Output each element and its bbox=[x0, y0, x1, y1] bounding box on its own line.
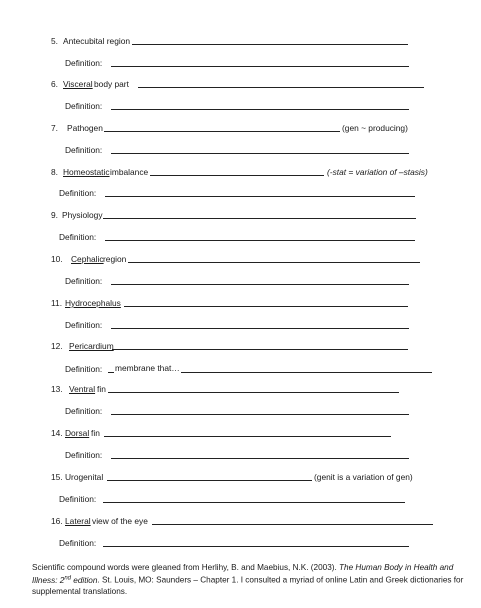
term-row-12 bbox=[0, 341, 481, 355]
definition-prefill: membrane that… bbox=[115, 363, 180, 373]
term-underlined: Visceral bbox=[63, 79, 93, 89]
term-row-16 bbox=[0, 516, 481, 530]
definition-line[interactable] bbox=[111, 284, 409, 285]
definition-line[interactable] bbox=[111, 414, 409, 415]
term-row-7 bbox=[0, 123, 481, 137]
definition-row-12 bbox=[0, 364, 481, 378]
answer-line[interactable] bbox=[108, 392, 399, 393]
term-underlined: Dorsal bbox=[65, 428, 90, 438]
answer-line[interactable] bbox=[128, 262, 420, 263]
definition-row-14 bbox=[0, 450, 481, 464]
term-underlined: Lateral bbox=[65, 516, 91, 526]
term-number: 16. bbox=[51, 516, 63, 526]
term-row-8 bbox=[0, 167, 481, 181]
definition-label: Definition: bbox=[65, 276, 103, 286]
definition-label: Definition: bbox=[65, 320, 103, 330]
term-number: 8. bbox=[51, 167, 58, 177]
term-label: fin bbox=[91, 428, 100, 438]
term-note: (gen ~ producing) bbox=[342, 123, 408, 133]
definition-line[interactable] bbox=[103, 546, 409, 547]
term-row-15 bbox=[0, 472, 481, 486]
definition-label: Definition: bbox=[65, 450, 103, 460]
definition-line[interactable] bbox=[111, 153, 409, 154]
definition-line[interactable] bbox=[111, 328, 409, 329]
definition-label: Definition: bbox=[59, 538, 97, 548]
term-number: 9. bbox=[51, 210, 58, 220]
term-label: region bbox=[103, 254, 127, 264]
answer-line[interactable] bbox=[150, 175, 324, 176]
term-label: imbalance bbox=[110, 167, 149, 177]
term-label: Physiology bbox=[62, 210, 103, 220]
definition-line[interactable] bbox=[105, 196, 415, 197]
term-label: body part bbox=[94, 79, 129, 89]
definition-label: Definition: bbox=[65, 101, 103, 111]
term-underlined: Pericardium bbox=[69, 341, 114, 351]
definition-line[interactable] bbox=[111, 66, 409, 67]
term-row-5 bbox=[0, 36, 481, 50]
term-row-6 bbox=[0, 79, 481, 93]
definition-label: Definition: bbox=[65, 58, 103, 68]
footnote-text: Scientific compound words were gleaned from Herlihy, B. and Maebius, N.K. (2003). bbox=[32, 563, 340, 572]
definition-row-16 bbox=[0, 538, 481, 552]
definition-label: Definition: bbox=[65, 364, 103, 374]
term-underlined: Homeostatic bbox=[63, 167, 110, 177]
term-row-14 bbox=[0, 428, 481, 442]
term-row-11 bbox=[0, 298, 481, 312]
term-note: (genit is a variation of gen) bbox=[314, 472, 413, 482]
answer-line[interactable] bbox=[124, 306, 408, 307]
footnote-text-end: . St. Louis, MO: Saunders – Chapter 1. I consulted a myriad of online Latin and Greek dictionaries for supplemental translations. bbox=[32, 575, 464, 596]
definition-label: Definition: bbox=[65, 406, 103, 416]
definition-line[interactable] bbox=[111, 109, 409, 110]
definition-row-15 bbox=[0, 494, 481, 508]
answer-line[interactable] bbox=[107, 480, 312, 481]
answer-line[interactable] bbox=[152, 524, 433, 525]
answer-line[interactable] bbox=[112, 349, 408, 350]
term-underlined: Cephalic bbox=[71, 254, 104, 264]
term-row-13 bbox=[0, 384, 481, 398]
definition-row-9 bbox=[0, 232, 481, 246]
answer-line[interactable] bbox=[104, 436, 391, 437]
definition-row-5 bbox=[0, 58, 481, 72]
answer-line[interactable] bbox=[138, 87, 424, 88]
term-number: 7. bbox=[51, 123, 58, 133]
term-underlined: Ventral bbox=[69, 384, 96, 394]
term-note: (-stat = variation of –stasis) bbox=[327, 167, 428, 177]
book-title: The Human Body in Health and Illness: 2nd edition bbox=[32, 563, 454, 585]
term-number: 10. bbox=[51, 254, 63, 264]
definition-row-10 bbox=[0, 276, 481, 290]
definition-row-7 bbox=[0, 145, 481, 159]
term-number: 12. bbox=[51, 341, 63, 351]
answer-line[interactable] bbox=[132, 44, 408, 45]
term-label: Urogenital bbox=[65, 472, 104, 482]
term-number: 15. bbox=[51, 472, 63, 482]
term-label: view of the eye bbox=[92, 516, 148, 526]
definition-line[interactable] bbox=[111, 458, 409, 459]
term-label: Antecubital region bbox=[63, 36, 131, 46]
term-number: 14. bbox=[51, 428, 63, 438]
term-row-10 bbox=[0, 254, 481, 268]
definition-row-8 bbox=[0, 188, 481, 202]
term-row-9 bbox=[0, 210, 481, 224]
answer-line[interactable] bbox=[104, 131, 340, 132]
definition-row-13 bbox=[0, 406, 481, 420]
answer-line[interactable] bbox=[103, 218, 416, 219]
term-number: 11. bbox=[51, 298, 63, 308]
definition-row-6 bbox=[0, 101, 481, 115]
term-label: Pathogen bbox=[67, 123, 103, 133]
term-underlined: Hydrocephalus bbox=[65, 298, 121, 308]
ordinal-superscript: nd bbox=[64, 575, 71, 581]
definition-row-11 bbox=[0, 320, 481, 334]
term-number: 6. bbox=[51, 79, 58, 89]
term-label: fin bbox=[97, 384, 106, 394]
term-number: 13. bbox=[51, 384, 63, 394]
definition-label: Definition: bbox=[59, 232, 97, 242]
source-footnote bbox=[32, 562, 472, 597]
term-number: 5. bbox=[51, 36, 58, 46]
definition-label: Definition: bbox=[59, 494, 97, 504]
definition-line[interactable] bbox=[103, 502, 405, 503]
definition-label: Definition: bbox=[65, 145, 103, 155]
definition-line[interactable] bbox=[105, 240, 415, 241]
definition-label: Definition: bbox=[59, 188, 97, 198]
